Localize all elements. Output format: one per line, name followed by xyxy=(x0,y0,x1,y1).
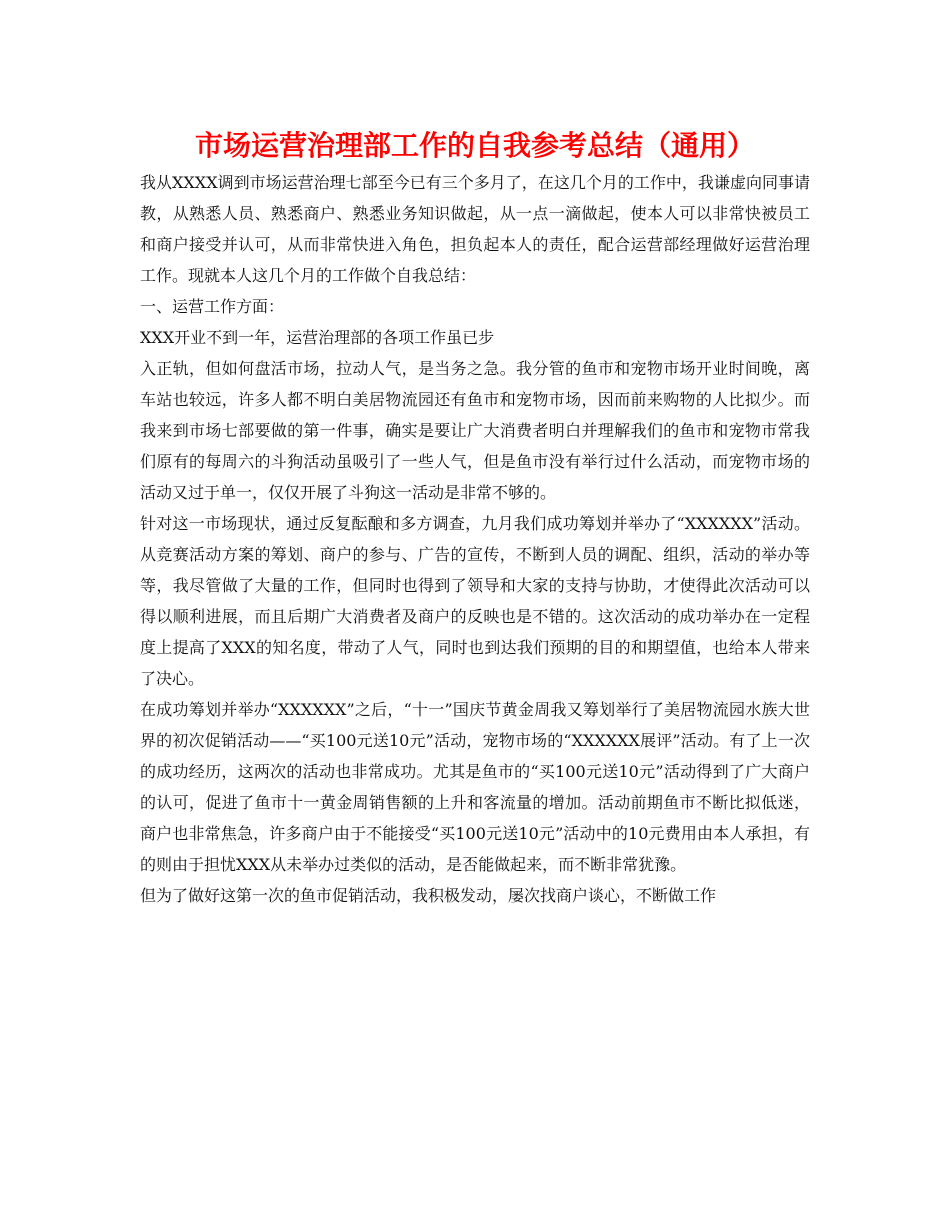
paragraph-line: XXX开业不到一年，运营治理部的各项工作虽已步 xyxy=(140,328,495,347)
document-title: 市场运营治理部工作的自我参考总结（通用） xyxy=(194,129,755,162)
paragraph-intro: 我从XXXX调到市场运营治理七部至今已有三个多月了，在这几个月的工作中，我谦虚向同事请教，从熟悉人员、熟悉商户、熟悉业务知识做起，从一点一滴做起，使本人可以非常快被员工和商户接受并认可，从而非常快进入角色，担负起本人的责任，配合运营部经理做好运营治理工作。现就本人这几个月的工作做个自我总结： xyxy=(140,173,810,285)
paragraph-holiday-promotion: 在成功筹划并举办“XXXXXX”之后，“十一”国庆节黄金周我又筹划举行了美居物流园水族大世界的初次促销活动——“买100元送10元”活动，宠物市场的“XXXXXX展评”活动。有了上一次的成功经历，这两次的活动也非常成功。尤其是鱼市的“买100元送10元”活动得到了广大商户的认可，促进了鱼市十一黄金周销售额的上升和客流量的增加。活动前期鱼市不断比拟低迷，商户也非常焦急，许多商户由于不能接受“买100元送10元”活动中的10元费用由本人承担，有的则由于担忧XXX从未举办过类似的活动，是否能做起来，而不断非常犹豫。 xyxy=(140,700,810,874)
paragraph-first-event: 针对这一市场现状，通过反复酝酿和多方调查，九月我们成功筹划并举办了“XXXXXX”活动。从竞赛活动方案的筹划、商户的参与、广告的宣传，不断到人员的调配、组织，活动的举办等等，我尽管做了大量的工作，但同时也得到了领导和大家的支持与协助，才使得此次活动可以得以顺利进展，而且后期广大消费者及商户的反映也是不错的。这次活动的成功举办在一定程度上提高了XXX的知名度，带动了人气，同时也到达我们预期的目的和期望值，也给本人带来了决心。 xyxy=(140,514,810,688)
paragraph-last: 但为了做好这第一次的鱼市促销活动，我积极发动，屡次找商户谈心，不断做工作 xyxy=(140,886,717,905)
document-body xyxy=(140,167,810,911)
section-heading-operations: 一、运营工作方面： xyxy=(140,297,285,316)
paragraph-market-situation: 入正轨，但如何盘活市场，拉动人气，是当务之急。我分管的鱼市和宠物市场开业时间晚，离车站也较远，许多人都不明白美居物流园还有鱼市和宠物市场，因而前来购物的人比拟少。而我来到市场七部要做的第一件事，确实是要让广大消费者明白并理解我们的鱼市和宠物市常我们原有的每周六的斗狗活动虽吸引了一些人气，但是鱼市没有举行过什么活动，而宠物市场的活动又过于单一，仅仅开展了斗狗这一活动是非常不够的。 xyxy=(140,359,810,502)
